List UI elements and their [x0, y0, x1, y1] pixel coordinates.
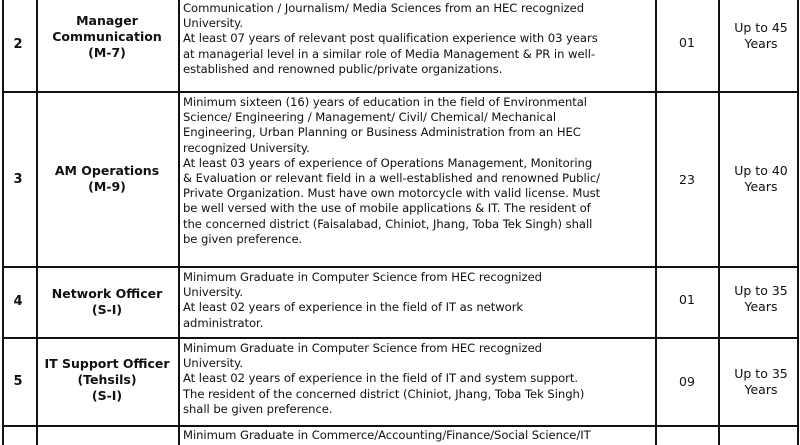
post-title	[36, 13, 178, 61]
table-row-border	[2, 266, 799, 268]
requirement-line: Engineering, Urban Planning or Business Administration from an HEC	[183, 125, 581, 140]
age-limit: Up to 35 Years	[734, 366, 788, 397]
requirement-line: be given preference.	[183, 231, 303, 246]
table-row-border	[2, 337, 799, 339]
requirement-line: shall be given preference.	[183, 401, 333, 416]
requirement-line: Minimum Graduate in Computer Science from HEC recognized	[183, 341, 542, 355]
requirement-line: Minimum Graduate in Computer Science from HEC recognized	[183, 270, 542, 284]
seats-count: 09	[679, 374, 695, 389]
table-row-border	[2, 91, 799, 93]
serial-number: 4	[13, 294, 23, 309]
requirement-line: administrator.	[183, 315, 264, 330]
seats-count: 01	[679, 292, 695, 307]
post-scale: (S-I)	[91, 388, 123, 403]
requirement-line: At least 03 years of experience of Operations Management, Monitoring	[183, 155, 593, 170]
requirement-line: At least 02 years of experience in the field of IT as network	[183, 300, 524, 315]
requirement-line: University.	[183, 356, 243, 371]
table-row-border	[2, 425, 799, 427]
requirement-line: University.	[183, 16, 243, 31]
serial-number: 5	[13, 374, 23, 389]
requirement-line: established and renowned public/private organizations.	[183, 61, 503, 76]
post-name: Manager Communication	[52, 13, 162, 44]
age-limit: Up to 45 Years	[734, 20, 788, 51]
post-scale: (S-I)	[91, 302, 123, 317]
post-scale: (M-9)	[88, 179, 126, 194]
requirement-line: Minimum sixteen (16) years of education in the field of Environmental	[183, 95, 587, 109]
requirement-line: be well versed with the use of mobile applications & IT. The resident of	[183, 201, 591, 216]
requirement-line: the concerned district (Faisalabad, Chiniot, Jhang, Toba Tek Singh) shall	[183, 216, 593, 231]
post-name: IT Support Officer (Tehsils)	[44, 356, 170, 387]
requirements	[183, 1, 649, 77]
requirements	[183, 270, 649, 331]
seats-count: 23	[679, 172, 695, 187]
requirement-line: Minimum Graduate in Commerce/Accounting/Finance/Social Science/IT	[183, 428, 591, 442]
age-limit: Up to 35 Years	[734, 283, 788, 314]
post-title	[36, 163, 178, 195]
requirement-line: The resident of the concerned district (Chiniot, Jhang, Toba Tek Singh)	[183, 386, 585, 401]
requirement-line: Communication / Journalism/ Media Sciences from an HEC recognized	[183, 1, 585, 15]
requirement-line: At least 02 years of experience in the field of IT and system support.	[183, 371, 579, 386]
requirement-line: Science/ Engineering / Management/ Civil/ Chemical/ Mechanical	[183, 110, 557, 125]
post-name: Network Officer	[51, 286, 163, 301]
table-column-border	[178, 0, 180, 445]
post-title	[36, 356, 178, 404]
table-column-border	[718, 0, 720, 445]
post-title	[36, 286, 178, 318]
requirement-line: At least 07 years of relevant post qualification experience with 03 years	[183, 31, 598, 46]
post-name: AM Operations	[54, 163, 160, 178]
serial-number: 2	[13, 37, 23, 52]
requirements	[183, 341, 649, 417]
requirement-line: & Evaluation or relevant field in a well-established and renowned Public/	[183, 171, 601, 186]
requirements	[183, 95, 649, 247]
requirements	[183, 428, 649, 443]
requirement-line: Private Organization. Must have own motorcycle with valid license. Must	[183, 186, 601, 201]
requirement-line: University.	[183, 285, 243, 300]
requirement-line: recognized University.	[183, 140, 310, 155]
age-limit: Up to 40 Years	[734, 163, 788, 194]
post-scale: (M-7)	[88, 45, 126, 60]
seats-count: 01	[679, 35, 695, 50]
serial-number: 3	[13, 172, 23, 187]
requirement-line: at managerial level in a similar role of Media Management & PR in well-	[183, 46, 596, 61]
